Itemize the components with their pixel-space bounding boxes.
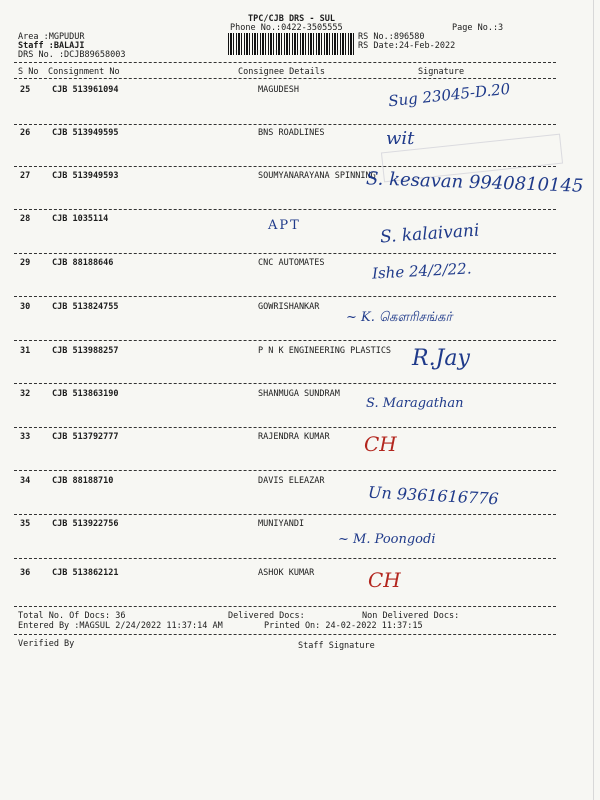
row-sno: 36	[20, 568, 31, 578]
row-consignee: MUNIYANDI	[258, 519, 305, 529]
staff-label: Staff :BALAJI	[18, 41, 85, 51]
row-sno: 32	[20, 389, 31, 399]
row-consignee: P N K ENGINEERING PLASTICS	[258, 346, 392, 356]
row-rule	[14, 470, 556, 471]
row-rule	[14, 166, 556, 167]
row-consignment: CJB 513922756	[52, 519, 119, 529]
row-consignee: ASHOK KUMAR	[258, 568, 315, 578]
row-rule	[14, 340, 556, 341]
entered-by: Entered By :MAGSUL 2/24/2022 11:37:14 AM	[18, 621, 223, 631]
col-consignment: Consignment No	[48, 67, 120, 77]
row-consignment: CJB 513792777	[52, 432, 119, 442]
row-consignment: CJB 88188646	[52, 258, 114, 268]
row-signature: R.Jay	[412, 346, 470, 371]
row-sno: 35	[20, 519, 31, 529]
row-sno: 31	[20, 346, 31, 356]
row-sno: 25	[20, 85, 31, 95]
row-rule	[14, 427, 556, 428]
row-sno: 27	[20, 171, 31, 181]
row-rule	[14, 558, 556, 559]
col-consignee: Consignee Details	[238, 67, 325, 77]
staff-signature: Staff Signature	[298, 641, 375, 651]
total-docs: Total No. Of Docs: 36	[18, 611, 126, 621]
columns-rule	[14, 78, 556, 79]
row-consignment: CJB 1035114	[52, 214, 109, 224]
footer-rule	[14, 634, 556, 635]
row-signature: ~ K. கௌரிசங்கர்	[346, 310, 453, 325]
row-rule	[14, 514, 556, 515]
col-signature: Signature	[418, 67, 465, 77]
row-consignment: CJB 513988257	[52, 346, 119, 356]
delivered-docs: Delivered Docs:	[228, 611, 305, 621]
row-consignment: CJB 513862121	[52, 568, 119, 578]
row-sno: 34	[20, 476, 31, 486]
phone-number: Phone No.:0422-3505555	[230, 23, 343, 33]
row-consignment: CJB 513949595	[52, 128, 119, 138]
row-rule	[14, 253, 556, 254]
row-consignment: CJB 513824755	[52, 302, 119, 312]
verified-by: Verified By	[18, 639, 75, 649]
row-consignment: CJB 513949593	[52, 171, 119, 181]
row-rule	[14, 383, 556, 384]
row-consignee: DAVIS ELEAZAR	[258, 476, 325, 486]
row-sno: 29	[20, 258, 31, 268]
row-sno: 30	[20, 302, 31, 312]
row-signature: ~ M. Poongodi	[338, 532, 436, 547]
row-signature: Un 9361616776	[367, 482, 500, 509]
row-sno: 33	[20, 432, 31, 442]
row-consignee: GOWRISHANKAR	[258, 302, 320, 312]
row-signature: wit	[386, 128, 415, 149]
row-rule	[14, 209, 556, 210]
row-signature: Sug 23045-D.20	[387, 79, 512, 111]
non-delivered-docs: Non Delivered Docs:	[362, 611, 460, 621]
row-rule	[14, 296, 556, 297]
document-title: TPC/CJB DRS - SUL	[248, 14, 335, 24]
row-consignee: SHANMUGA SUNDRAM	[258, 389, 340, 399]
row-consignee: BNS ROADLINES	[258, 128, 325, 138]
row-signature: CH	[364, 432, 397, 456]
rs-number: RS No.:896580	[358, 32, 425, 42]
row-signature: S. kesavan 9940810145	[365, 168, 584, 197]
area-label: Area :MGPUDUR	[18, 32, 85, 42]
header-rule	[14, 62, 556, 63]
footer-rule	[14, 606, 556, 607]
row-consignee: RAJENDRA KUMAR	[258, 432, 330, 442]
drs-number: DRS No. :DCJB89658003	[18, 50, 126, 60]
col-sno: S No	[18, 67, 39, 77]
row-consignee: CNC AUTOMATES	[258, 258, 325, 268]
row-sno: 26	[20, 128, 31, 138]
handwritten-consignee: APT	[268, 218, 301, 233]
row-consignment: CJB 88188710	[52, 476, 114, 486]
page-edge	[593, 0, 594, 800]
barcode	[228, 33, 354, 55]
row-consignee: SOUMYANARAYANA SPINNING	[258, 171, 376, 181]
row-signature: Ishe 24/2/22.	[371, 259, 472, 283]
row-signature: S. kalaivani	[379, 220, 480, 248]
row-sno: 28	[20, 214, 31, 224]
row-consignee: MAGUDESH	[258, 85, 299, 95]
rs-date: RS Date:24-Feb-2022	[358, 41, 456, 51]
page-number: Page No.:3	[452, 23, 504, 33]
row-rule	[14, 124, 556, 125]
printed-on: Printed On: 24-02-2022 11:37:15	[264, 621, 423, 631]
row-signature: S. Maragathan	[366, 396, 464, 411]
row-signature: CH	[368, 568, 401, 592]
row-consignment: CJB 513863190	[52, 389, 119, 399]
row-consignment: CJB 513961094	[52, 85, 119, 95]
